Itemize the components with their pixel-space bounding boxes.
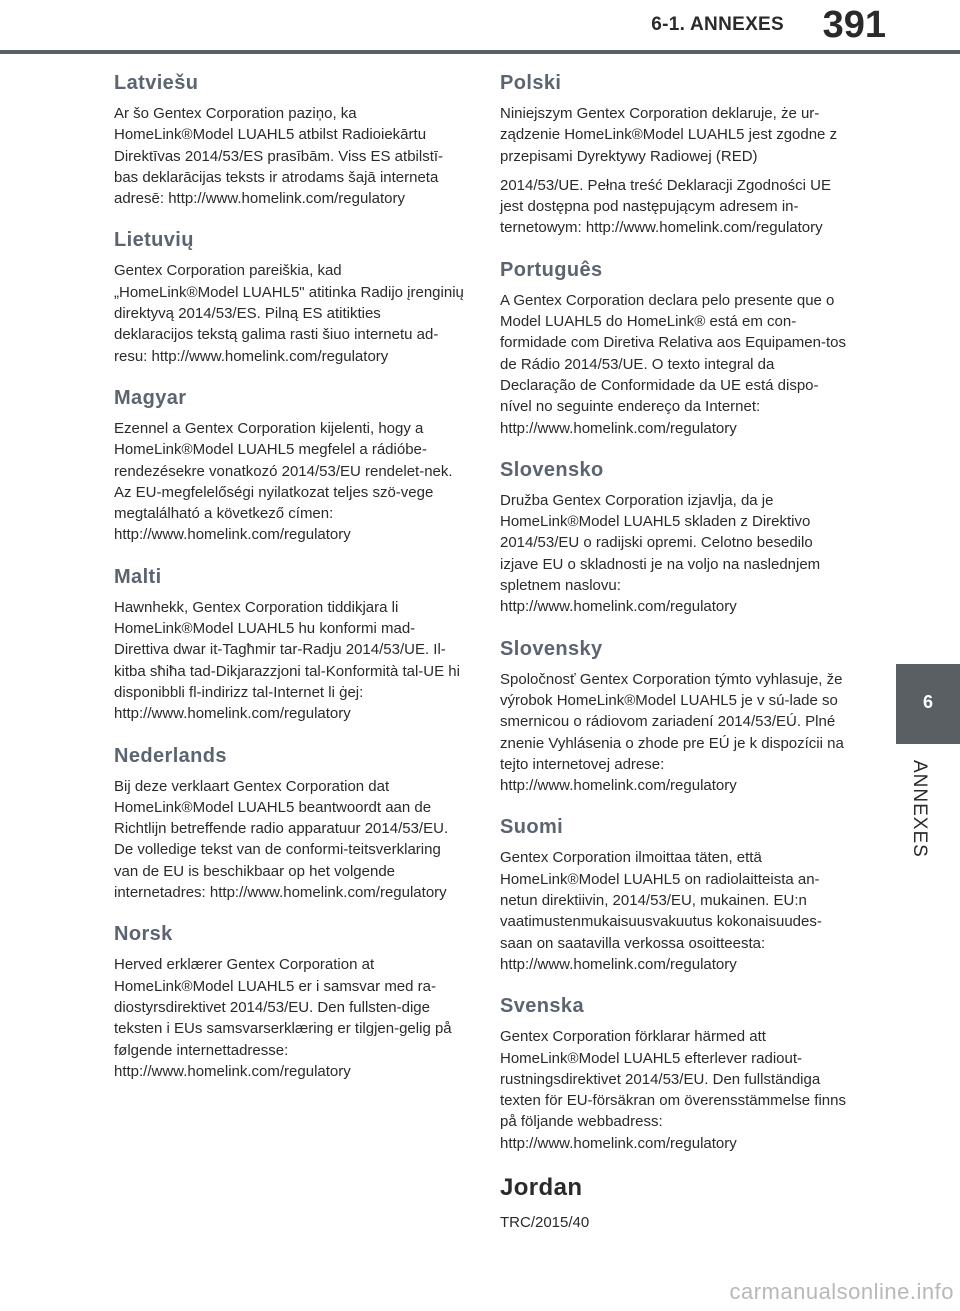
section-heading: Nederlands: [114, 744, 227, 767]
section-norsk: [114, 923, 464, 1082]
watermark: carmanualsonline.info: [729, 1279, 954, 1304]
section-heading: Slovensko: [500, 458, 604, 481]
jordan-heading: Jordan: [500, 1173, 583, 1201]
section-paragraph: Bij deze verklaart Gentex Corporation dat HomeLink®Model LUAHL5 beantwoordt aan de Richtlijn betreffende radio apparatuur 2014/53/EU. De volledige tekst van de conformi-teitsverklaring van de EU is beschikbaar op het volgende internetadres: http://www.homelink.com/regulatory: [114, 777, 449, 902]
section-paragraph: Družba Gentex Corporation izjavlja, da je HomeLink®Model LUAHL5 skladen z Direktivo 2014/53/EU o radijski opremi. Celotno besedilo izjave EU o skladnosti je na voljo na naslednjem spletnem naslovu: http://www.homelink.com/regulatory: [500, 491, 821, 616]
section-paragraph: Gentex Corporation ilmoittaa täten, että HomeLink®Model LUAHL5 on radiolaitteista an-netun direktiivin, 2014/53/EU, mukainen. EU:n vaatimustenmukaisuusvakuutus kokonaisuudes-saan on saatavilla verkossa osoitteesta: http://www.homelink.com/regulatory: [500, 849, 822, 973]
right-column: [500, 72, 850, 1253]
section-heading: Suomi: [500, 816, 564, 839]
section-lietuviu: [114, 229, 464, 366]
section-paragraph: Ezennel a Gentex Corporation kijelenti, hogy a HomeLink®Model LUAHL5 megfelel a rádióbe-rendezésekre vonatkozó 2014/53/EU rendelet-nek. Az EU-megfelelőségi nyilatkozat teljes szö-vege megtalálható a következő címen: http://www.homelink.com/regulatory: [114, 419, 453, 544]
section-paragraph: 2014/53/UE. Pełna treść Deklaracji Zgodności UE jest dostępna pod następującym adresem in-ternetowym: http://www.homelink.com/regulatory: [500, 176, 831, 237]
chapter-number: 6: [922, 692, 933, 712]
section-magyar: [114, 387, 464, 546]
section-heading: Malti: [114, 565, 162, 588]
chapter-label: [900, 760, 940, 920]
section-nederlands: [114, 745, 464, 904]
section-heading: Slovensky: [500, 637, 603, 660]
section-paragraph: Spoločnosť Gentex Corporation týmto vyhlasuje, že výrobok HomeLink®Model LUAHL5 je v sú-lade so smernicou o rádiovom zariadení 2014/53/EÚ. Plné znenie Vyhlásenia o zhode pre EÚ je k dispozícii na tejto internetovej adrese: http://www.homelink.com/regulatory: [500, 670, 844, 795]
section-paragraph: A Gentex Corporation declara pelo presente que o Model LUAHL5 do HomeLink® está em con-formidade com Diretiva Relativa aos Equipamen-tos de Rádio 2014/53/UE. O texto integral da Declaração de Conformidade da UE está dispo-nível no seguinte endereço da Internet: http://www.homelink.com/regulatory: [500, 291, 846, 437]
section-svenska: [500, 995, 850, 1154]
page-number: 391: [822, 4, 886, 46]
section-title: 6-1. ANNEXES: [651, 14, 784, 35]
section-heading: Norsk: [114, 923, 173, 946]
section-polski: [500, 72, 850, 239]
jordan-text: TRC/2015/40: [500, 1213, 590, 1231]
page-header: [0, 0, 960, 54]
section-paragraph: Niniejszym Gentex Corporation deklaruje, że ur-ządzenie HomeLink®Model LUAHL5 jest zgodne z przepisami Dyrektywy Radiowej (RED): [500, 105, 838, 165]
section-heading: Polski: [500, 72, 562, 94]
section-slovensky: [500, 638, 850, 797]
header-rule: [0, 50, 960, 54]
section-suomi: [500, 816, 850, 975]
section-paragraph: Ar šo Gentex Corporation paziņo, ka HomeLink®Model LUAHL5 atbilst Radioiekārtu Direktīvas 2014/53/ES prasībām. Viss ES atbilstī-bas deklarācijas teksts ir atrodams šajā interneta adresē: http://www.homelink.com/regulatory: [114, 105, 444, 208]
section-paragraph: Gentex Corporation pareiškia, kad „HomeLink®Model LUAHL5" atitinka Radijo įrenginių direktyvą 2014/53/ES. Pilną ES atitikties deklaracijos tekstą galima rasti šiuo internetu ad-resu: http://www.homelink.com/regulatory: [114, 262, 464, 365]
section-heading: Magyar: [114, 386, 187, 409]
section-latviesu: [114, 72, 464, 209]
chapter-label-text: ANNEXES: [909, 760, 930, 858]
section-heading: Português: [500, 258, 603, 281]
left-column: [114, 72, 464, 1102]
section-paragraph: Herved erklærer Gentex Corporation at HomeLink®Model LUAHL5 er i samsvar med ra-diostyrsdirektivet 2014/53/EU. Den fullsten-dige teksten i EUs samsvarserklæring er tilgjen-gelig på følgende internettadresse: http://www.homelink.com/regulatory: [114, 956, 452, 1080]
section-portugues: [500, 259, 850, 439]
section-heading: Lietuvių: [114, 229, 194, 252]
section-jordan: [500, 1174, 850, 1233]
chapter-tab: [896, 664, 960, 744]
section-paragraph: Hawnhekk, Gentex Corporation tiddikjara li HomeLink®Model LUAHL5 hu konformi mad-Direttiva dwar it-Tagħmir tar-Radju 2014/53/UE. Il-kitba sħiħa tad-Dikjarazzjoni tal-Konformità tal-UE hi disponibbli fl-indirizz tal-Internet li ġej: http://www.homelink.com/regulatory: [114, 598, 460, 723]
section-heading: Svenska: [500, 995, 584, 1018]
section-paragraph: Gentex Corporation förklarar härmed att HomeLink®Model LUAHL5 efterlever radiout-rustningsdirektivet 2014/53/EU. Den fullständiga texten för EU-försäkran om överensstämmelse finns på följande webbadress: http://www.homelink.com/regulatory: [500, 1028, 846, 1152]
section-slovensko: [500, 459, 850, 618]
section-malti: [114, 566, 464, 725]
section-heading: Latviešu: [114, 72, 199, 94]
